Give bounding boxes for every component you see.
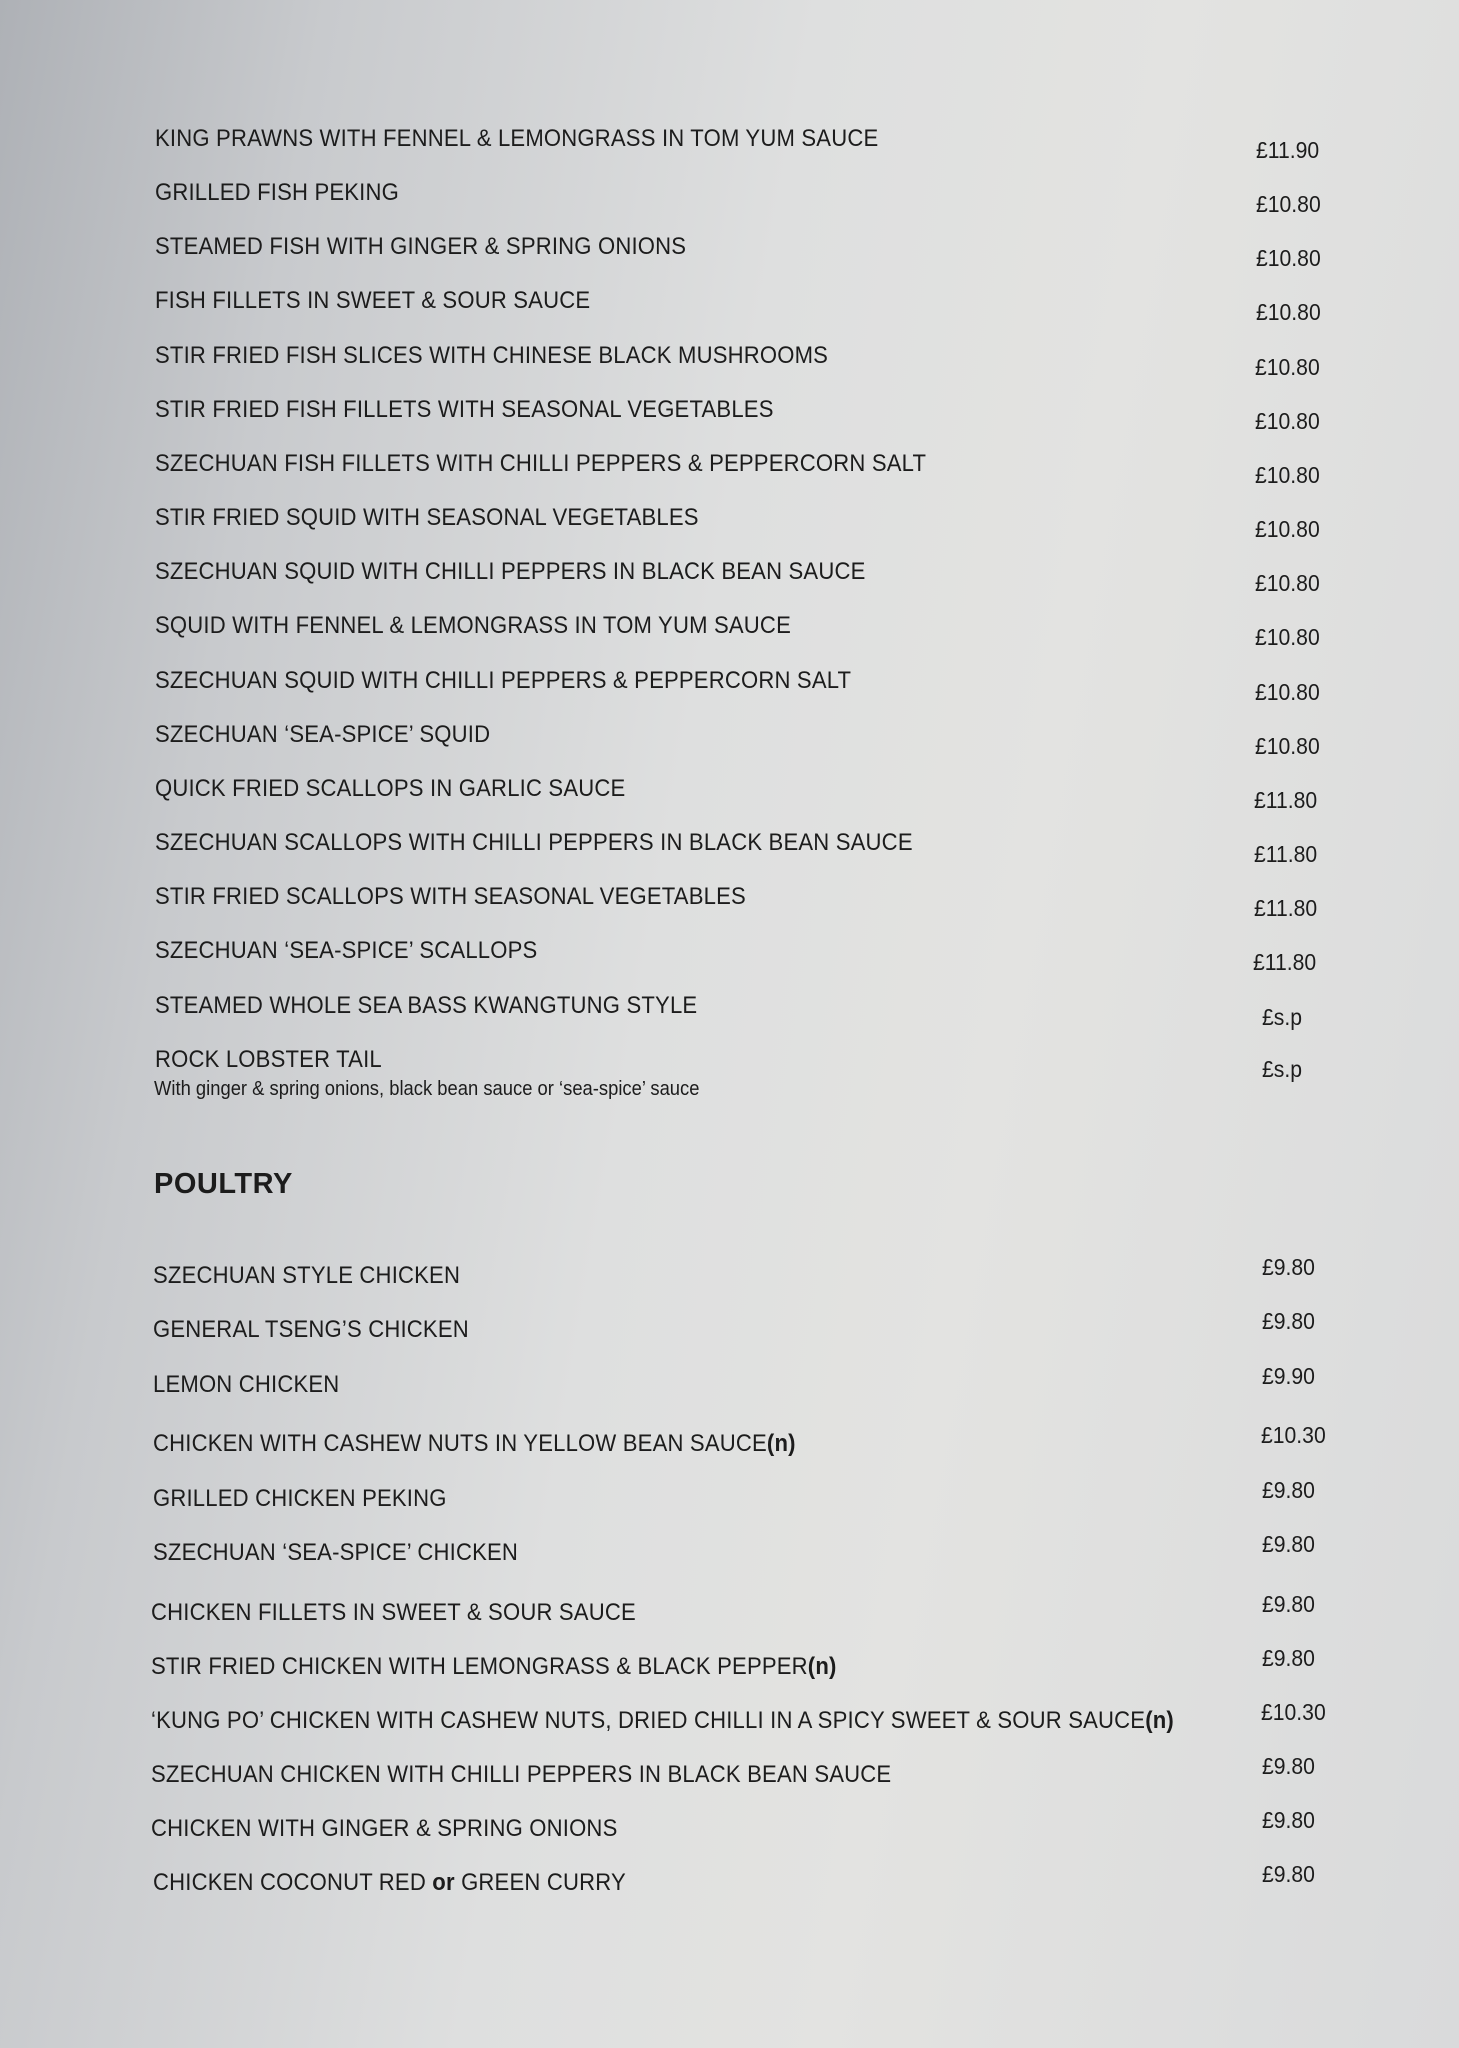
item-price: £s.p	[1262, 1004, 1303, 1030]
menu-item	[0, 1531, 1459, 1579]
item-price: £10.80	[1255, 679, 1320, 705]
menu-item	[0, 883, 1459, 923]
item-name-part: GREEN CURRY	[454, 1869, 626, 1896]
item-name: SZECHUAN STYLE CHICKEN	[153, 1262, 461, 1289]
item-name: QUICK FRIED SCALLOPS IN GARLIC SAUCE	[155, 775, 626, 802]
item-name: GRILLED CHICKEN PEKING	[153, 1485, 447, 1512]
menu-item	[0, 1591, 1459, 1639]
menu-item	[0, 829, 1459, 869]
item-name	[153, 1430, 796, 1458]
item-name: SZECHUAN CHICKEN WITH CHILLI PEPPERS IN BLACK BEAN SAUCE	[151, 1761, 892, 1788]
item-name: SZECHUAN ‘SEA-SPICE’ SCALLOPS	[155, 937, 538, 964]
menu-item	[0, 1308, 1459, 1356]
menu-item	[0, 1645, 1459, 1693]
item-name: KING PRAWNS WITH FENNEL & LEMONGRASS IN TOM YUM SAUCE	[155, 125, 879, 152]
menu-item	[0, 1254, 1459, 1302]
section-title-poultry: POULTRY	[154, 1168, 293, 1200]
item-price: £10.80	[1255, 462, 1320, 488]
menu-item	[0, 233, 1459, 273]
item-name-text: CHICKEN WITH CASHEW NUTS IN YELLOW BEAN SAUCE	[153, 1430, 767, 1457]
item-name: SZECHUAN ‘SEA-SPICE’ CHICKEN	[153, 1539, 519, 1566]
item-name: STEAMED WHOLE SEA BASS KWANGTUNG STYLE	[155, 992, 698, 1019]
item-name: SZECHUAN SCALLOPS WITH CHILLI PEPPERS IN BLACK BEAN SAUCE	[155, 829, 913, 856]
item-note: With ginger & spring onions, black bean sauce or ‘sea-spice’ sauce	[154, 1078, 700, 1100]
item-price: £10.30	[1261, 1699, 1326, 1725]
item-name: STIR FRIED FISH SLICES WITH CHINESE BLACK MUSHROOMS	[155, 342, 829, 369]
item-name	[151, 1653, 837, 1681]
item-price: £9.80	[1262, 1645, 1315, 1671]
item-price: £10.80	[1256, 191, 1321, 217]
item-name: SZECHUAN SQUID WITH CHILLI PEPPERS IN BLACK BEAN SAUCE	[155, 558, 866, 585]
menu-item	[0, 558, 1459, 598]
nut-marker: (n)	[1145, 1707, 1174, 1734]
item-name-part-bold: or	[432, 1869, 455, 1896]
menu-item	[0, 1807, 1459, 1855]
item-price: £9.80	[1262, 1753, 1315, 1779]
item-name: SZECHUAN FISH FILLETS WITH CHILLI PEPPERS & PEPPERCORN SALT	[155, 450, 927, 477]
menu-item	[0, 287, 1459, 327]
item-price: £10.80	[1256, 299, 1321, 325]
item-name	[151, 1707, 1174, 1735]
menu-item	[0, 342, 1459, 382]
item-name	[153, 1869, 626, 1897]
item-price: £10.30	[1261, 1422, 1326, 1448]
menu-item	[0, 1046, 1459, 1116]
item-name: GENERAL TSENG’S CHICKEN	[153, 1316, 469, 1343]
item-name: ROCK LOBSTER TAIL	[155, 1046, 382, 1073]
item-price: £s.p	[1262, 1056, 1303, 1082]
menu-item	[0, 1753, 1459, 1801]
item-price: £9.80	[1262, 1807, 1315, 1833]
item-name: STIR FRIED FISH FILLETS WITH SEASONAL VEGETABLES	[155, 396, 774, 423]
item-price: £11.90	[1256, 137, 1320, 163]
menu-item	[0, 992, 1459, 1032]
item-price: £9.80	[1262, 1531, 1315, 1557]
item-price: £9.90	[1262, 1363, 1315, 1389]
item-name: STIR FRIED SQUID WITH SEASONAL VEGETABLES	[155, 504, 699, 531]
item-name: STIR FRIED SCALLOPS WITH SEASONAL VEGETABLES	[155, 883, 746, 910]
item-price: £10.80	[1255, 354, 1320, 380]
item-price: £10.80	[1255, 733, 1320, 759]
menu-item	[0, 1699, 1459, 1747]
item-price: £10.80	[1255, 570, 1320, 596]
item-price: £11.80	[1254, 895, 1318, 921]
item-name-part: CHICKEN COCONUT RED	[153, 1869, 433, 1896]
item-name: STEAMED FISH WITH GINGER & SPRING ONIONS	[155, 233, 687, 260]
item-price: £10.80	[1255, 408, 1320, 434]
nut-marker: (n)	[766, 1430, 796, 1457]
item-price: £11.80	[1253, 949, 1317, 975]
item-name: SZECHUAN ‘SEA-SPICE’ SQUID	[155, 721, 491, 748]
menu-item	[0, 937, 1459, 977]
item-price: £9.80	[1262, 1861, 1315, 1887]
item-name-text: ‘KUNG PO’ CHICKEN WITH CASHEW NUTS, DRIED CHILLI IN A SPICY SWEET & SOUR SAUCE	[151, 1707, 1146, 1734]
item-name-text: STIR FRIED CHICKEN WITH LEMONGRASS & BLACK PEPPER	[151, 1653, 808, 1680]
menu-item	[0, 721, 1459, 761]
menu-item	[0, 396, 1459, 436]
menu-item	[0, 450, 1459, 490]
item-name: CHICKEN WITH GINGER & SPRING ONIONS	[151, 1815, 618, 1842]
item-name: FISH FILLETS IN SWEET & SOUR SAUCE	[155, 287, 591, 314]
item-price: £10.80	[1255, 516, 1320, 542]
item-price: £9.80	[1262, 1308, 1315, 1334]
item-name: SZECHUAN SQUID WITH CHILLI PEPPERS & PEPPERCORN SALT	[155, 667, 852, 694]
item-price: £10.80	[1256, 245, 1321, 271]
item-name: CHICKEN FILLETS IN SWEET & SOUR SAUCE	[151, 1599, 636, 1626]
menu-item	[0, 504, 1459, 544]
menu-item	[0, 125, 1459, 165]
item-price: £10.80	[1255, 624, 1320, 650]
menu-item	[0, 1861, 1459, 1909]
menu-item	[0, 1477, 1459, 1525]
item-price: £9.80	[1262, 1591, 1315, 1617]
menu-item	[0, 179, 1459, 219]
menu-item	[0, 775, 1459, 815]
menu-item	[0, 1422, 1459, 1470]
item-name: LEMON CHICKEN	[153, 1371, 340, 1398]
menu-item	[0, 612, 1459, 652]
item-name: SQUID WITH FENNEL & LEMONGRASS IN TOM YUM SAUCE	[155, 612, 791, 639]
menu-item	[0, 1363, 1459, 1411]
item-price: £11.80	[1254, 787, 1318, 813]
item-price: £11.80	[1254, 841, 1318, 867]
item-price: £9.80	[1262, 1477, 1315, 1503]
nut-marker: (n)	[807, 1653, 837, 1680]
menu-item	[0, 667, 1459, 707]
item-price: £9.80	[1262, 1254, 1315, 1280]
item-name: GRILLED FISH PEKING	[155, 179, 399, 206]
